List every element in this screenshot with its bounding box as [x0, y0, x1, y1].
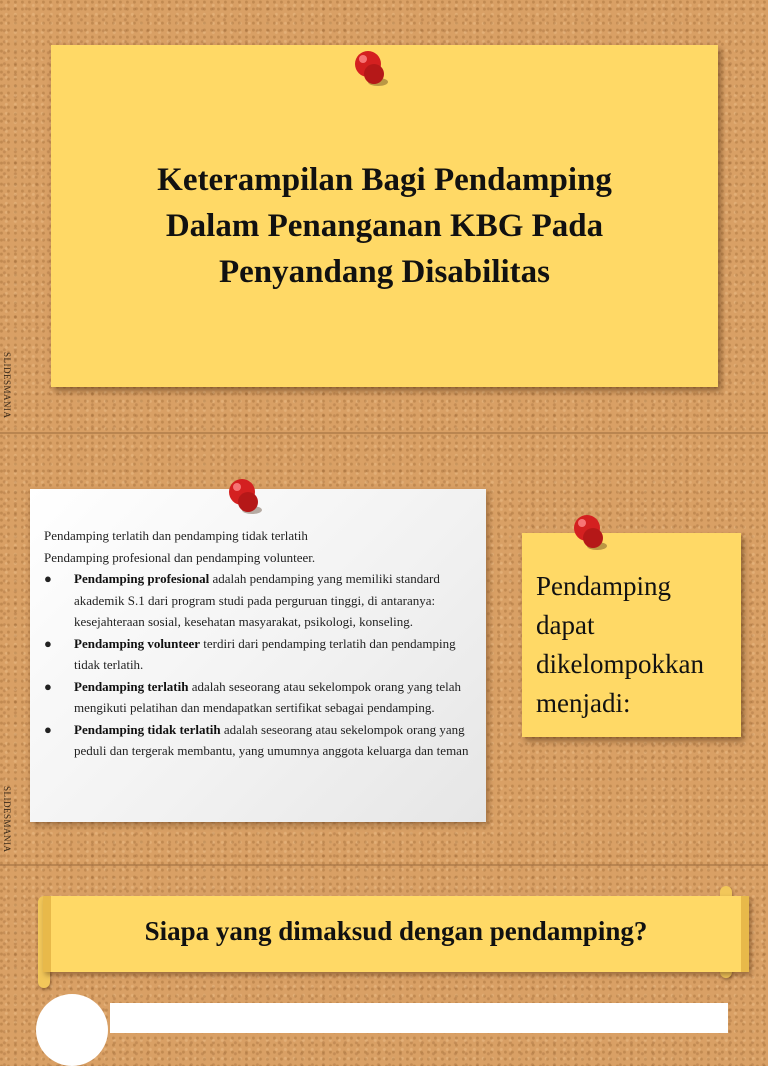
- side-note-text: Pendamping dapat dikelompokkan menjadi:: [536, 571, 704, 718]
- term-description: adalah seseorang atau sekelompok orang yang telah mengikuti pelatihan dan mendapatkan sertifikat sebagai pendamping.: [74, 678, 462, 715]
- slidesmania-watermark: SLIDESMANIA: [2, 352, 12, 419]
- list-item: ● Pendamping volunteer terdiri dari pendamping terlatih dan pendamping tidak terlatih.: [44, 635, 456, 672]
- term-description: adalah seseorang atau sekelompok orang yang peduli dan tergerak membantu, yang umumnya anggota keluarga dan teman: [74, 721, 469, 758]
- title-line: Dalam Penanganan KBG Pada: [165, 208, 604, 244]
- slide-divider: [0, 864, 768, 866]
- list-item: ● Pendamping profesional adalah pendamping yang memiliki standard akademik S.1 dari program studi pada perguruan tinggi, di antaranya: kesejahteraan sosial, kesehatan masyarakat, psikologi, konseling.: [44, 571, 440, 629]
- slidesmania-watermark: SLIDESMANIA: [2, 786, 12, 853]
- title-sticky-note: [51, 45, 718, 387]
- pushpin-icon: [348, 46, 394, 92]
- pushpin-icon: [222, 474, 268, 520]
- intro-line: Pendamping profesional dan pendamping volunteer.: [44, 549, 316, 565]
- definition-card: [30, 489, 486, 822]
- term-description: terdiri dari pendamping terlatih dan pendamping tidak terlatih.: [74, 635, 456, 672]
- definition-list: [44, 568, 472, 762]
- intro-line: Pendamping terlatih dan pendamping tidak terlatih: [44, 528, 308, 543]
- term: Pendamping volunteer: [74, 635, 201, 651]
- title-line: Keterampilan Bagi Pendamping: [157, 162, 612, 198]
- banner-title: Siapa yang dimaksud dengan pendamping?: [144, 916, 648, 946]
- term: Pendamping profesional: [74, 571, 210, 586]
- white-panel: [110, 1003, 728, 1033]
- slide-title: [91, 157, 678, 295]
- list-item: ● Pendamping terlatih adalah seseorang atau sekelompok orang yang telah mengikuti pelatihan dan mendapatkan sertifikat sebagai pendamping.: [44, 678, 462, 715]
- scroll-banner: [43, 896, 749, 972]
- white-circle: [36, 994, 108, 1066]
- pushpin-icon: [567, 510, 613, 556]
- term: Pendamping tidak terlatih: [74, 721, 221, 737]
- list-item: ● Pendamping tidak terlatih adalah seseorang atau sekelompok orang yang peduli dan tergerak membantu, yang umumnya anggota keluarga dan teman: [44, 721, 469, 758]
- term-description: adalah pendamping yang memiliki standard akademik S.1 dari program studi pada perguruan tinggi, di antaranya: kesejahteraan sosial, kesehatan masyarakat, psikologi, konseling.: [74, 571, 440, 629]
- side-sticky-note: [522, 533, 741, 737]
- title-line: Penyandang Disabilitas: [219, 254, 550, 290]
- term: Pendamping terlatih: [74, 678, 189, 694]
- slide-divider: [0, 432, 768, 434]
